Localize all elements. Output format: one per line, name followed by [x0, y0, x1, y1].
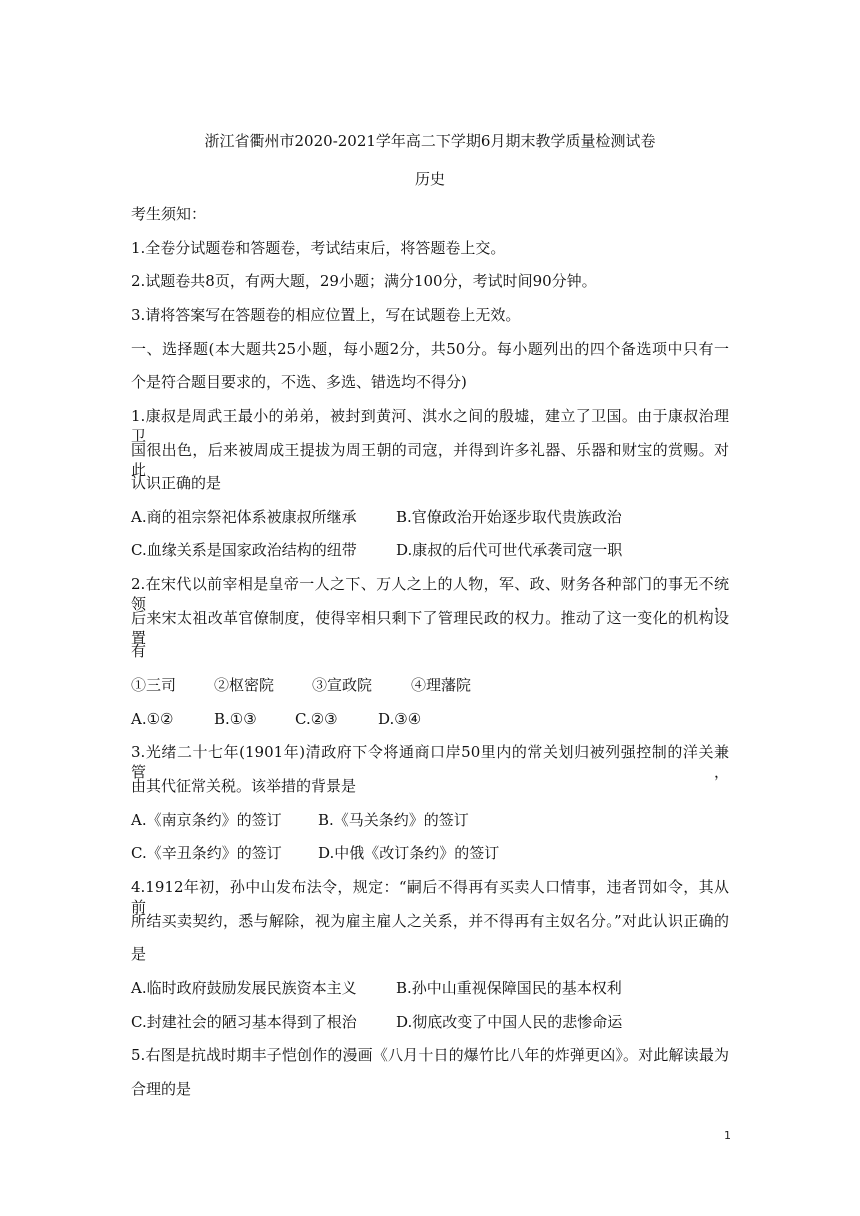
question-5-text: 5.右图是抗战时期丰子恺创作的漫画《八月十日的爆竹比八年的炸弹更凶》。对此解读最为 — [131, 1046, 729, 1064]
notice-item: 1.全卷分试题卷和答题卷，考试结束后，将答题卷上交。 — [131, 239, 506, 257]
question-1-option-a: A.商的祖宗祭祀体系被康叔所继承 — [131, 508, 357, 526]
section-heading-cont: 个是符合题目要求的，不选、多选、错选均不得分) — [131, 373, 467, 391]
question-2-item-3: ③宣政院 — [312, 676, 373, 694]
question-4-text: 4.1912年初，孙中山发布法令，规定：“嗣后不得再有买卖人口情事，违者罚如令，其从前 — [131, 878, 729, 916]
question-1-option-b: B.官僚政治开始逐步取代贵族政治 — [396, 508, 622, 526]
question-1-option-c: C.血缘关系是国家政治结构的纽带 — [131, 541, 357, 559]
question-3-option-d: D.中俄《改订条约》的签订 — [318, 844, 500, 862]
question-2-option-b: B.①③ — [214, 710, 257, 728]
question-2-item-2: ②枢密院 — [214, 676, 275, 694]
page-number: 1 — [724, 1129, 731, 1142]
question-4-option-d: D.彻底改变了中国人民的悲惨命运 — [396, 1013, 623, 1031]
question-4-text: 所结买卖契约，悉与解除，视为雇主雇人之关系，并不得再有主奴名分。”对此认识正确的 — [131, 912, 729, 930]
notice-item: 3.请将答案写在答题卷的相应位置上，写在试题卷上无效。 — [131, 306, 521, 324]
question-3-text: 3.光绪二十七年(1901年)清政府下令将通商口岸50里内的常关划归被列强控制的洋关兼管， — [131, 743, 729, 781]
notice-item: 2.试题卷共8页，有两大题，29小题；满分100分，考试时间90分钟。 — [131, 272, 597, 290]
question-2-option-a: A.①② — [131, 710, 174, 728]
question-4-option-b: B.孙中山重视保障国民的基本权利 — [396, 979, 622, 997]
question-1-text: 1.康叔是周武王最小的弟弟，被封到黄河、淇水之间的殷墟，建立了卫国。由于康叔治理卫 — [131, 407, 729, 445]
question-5-text: 合理的是 — [131, 1080, 192, 1098]
question-2-item-4: ④理藩院 — [411, 676, 472, 694]
question-3-option-b: B.《马关条约》的签订 — [318, 811, 469, 829]
question-1-text: 认识正确的是 — [131, 474, 222, 492]
question-3-option-c: C.《辛丑条约》的签订 — [131, 844, 282, 862]
question-2-option-c: C.②③ — [295, 710, 338, 728]
question-2-item-1: ①三司 — [131, 676, 177, 694]
question-1-option-d: D.康叔的后代可世代承袭司寇一职 — [396, 541, 623, 559]
question-3-text: 由其代征常关税。该举措的背景是 — [131, 777, 357, 795]
question-4-option-a: A.临时政府鼓励发展民族资本主义 — [131, 979, 357, 997]
subject-title: 历史 — [414, 170, 445, 188]
question-2-text: 有 — [131, 642, 147, 660]
question-4-option-c: C.封建社会的陋习基本得到了根治 — [131, 1013, 357, 1031]
question-2-text: 2.在宋代以前宰相是皇帝一人之下、万人之上的人物，军、政、财务各种部门的事无不统领， — [131, 575, 729, 613]
notice-heading: 考生须知： — [131, 205, 207, 223]
question-2-option-d: D.③④ — [378, 710, 422, 728]
question-1-text: 国很出色，后来被周成王提拔为周王朝的司寇，并得到许多礼器、乐器和财宝的赏赐。对此 — [131, 441, 729, 479]
section-heading: 一、选择题(本大题共25小题，每小题2分，共50分。每小题列出的四个备选项中只有一 — [131, 340, 729, 358]
question-4-text: 是 — [131, 945, 147, 963]
question-2-text: 后来宋太祖改革官僚制度，使得宰相只剩下了管理民政的权力。推动了这一变化的机构设置 — [131, 609, 729, 647]
document-title: 浙江省衢州市2020-2021学年高二下学期6月期末教学质量检测试卷 — [204, 132, 656, 150]
question-3-option-a: A.《南京条约》的签订 — [131, 811, 282, 829]
